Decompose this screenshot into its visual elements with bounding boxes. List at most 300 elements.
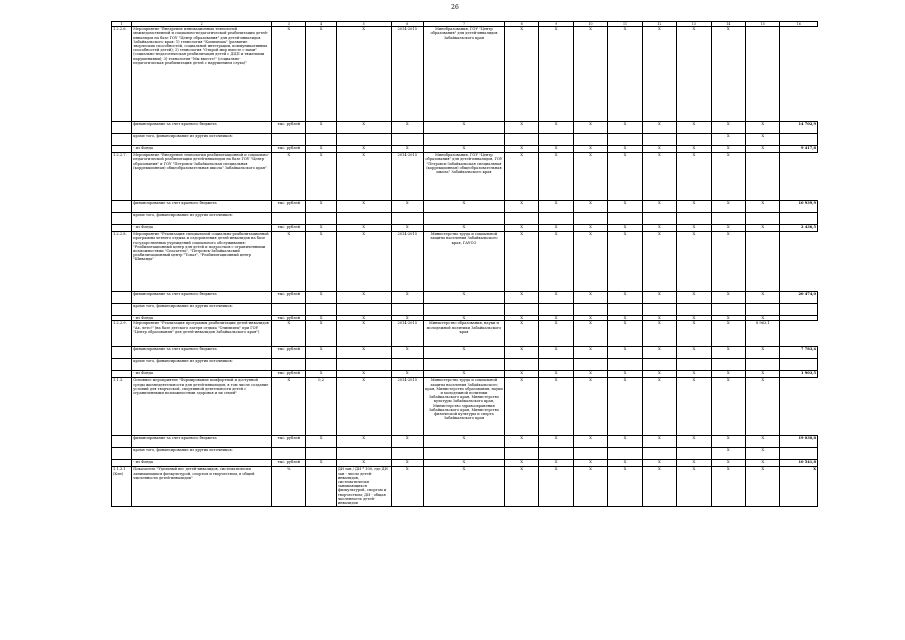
- table-cell: 2014-2015: [391, 378, 423, 436]
- table-cell: Минобразования, ГОУ "Центр образования" для детей-инвалидов, ГОУ "Петровск-Забайкальская специальная (коррекционная) общеобразовательная школа" Забайкальского края: [423, 153, 504, 201]
- table-cell: [112, 292, 132, 304]
- table-cell: Х: [746, 436, 780, 448]
- table-cell: [112, 448, 132, 460]
- table-cell: [642, 213, 676, 225]
- table-cell: Х: [573, 232, 607, 292]
- table-cell: финансирование за счет краевого бюджета: [132, 122, 272, 134]
- table-cell: [608, 304, 642, 316]
- table-cell: [306, 467, 336, 507]
- table-cell: [780, 448, 818, 460]
- table-cell: Х: [711, 378, 745, 436]
- table-cell: Х: [642, 371, 676, 378]
- financing-row: [112, 359, 818, 371]
- table-cell: Х: [504, 378, 538, 436]
- table-cell: Х: [608, 201, 642, 213]
- table-cell: [306, 213, 336, 225]
- table-cell: Х: [336, 146, 391, 153]
- table-cell: Х: [391, 371, 423, 378]
- table-cell: кроме того, финансирование из других источников:: [132, 359, 272, 371]
- table-cell: Х: [711, 146, 745, 153]
- table-cell: Х: [608, 292, 642, 304]
- table-cell: Х: [608, 460, 642, 467]
- table-cell: Х: [423, 460, 504, 467]
- table-cell: [642, 359, 676, 371]
- table-cell: ДИ зан / ДИ * 100, где ДИ зан - число детей-инвалидов, систематически занимающихся физкультурой, спортом и творчеством; ДИ - общая численность детей-инвалидов: [336, 467, 391, 507]
- table-cell: 2014-2015: [391, 153, 423, 201]
- table-cell: Х: [539, 316, 573, 321]
- table-cell: Х: [539, 225, 573, 232]
- table-cell: [504, 359, 538, 371]
- table-cell: Х: [504, 460, 538, 467]
- table-cell: [272, 359, 306, 371]
- table-cell: Х: [306, 321, 336, 347]
- financing-row: [112, 225, 818, 232]
- table-cell: 1.2.2.6.: [112, 27, 132, 122]
- table-cell: кроме того, финансирование из других источников:: [132, 134, 272, 146]
- table-cell: Х: [504, 153, 538, 201]
- table-cell: [391, 304, 423, 316]
- table-cell: Х: [423, 436, 504, 448]
- table-cell: Х: [711, 436, 745, 448]
- table-cell: [112, 201, 132, 213]
- table-cell: Х: [573, 122, 607, 134]
- table-cell: [746, 153, 780, 201]
- table-cell: - из Фонда: [132, 225, 272, 232]
- table-cell: финансирование за счет краевого бюджета: [132, 347, 272, 359]
- table-cell: 1 903,5: [780, 371, 818, 378]
- table-cell: Х: [711, 225, 745, 232]
- table-cell: Х: [336, 153, 391, 201]
- table-cell: [336, 448, 391, 460]
- table-cell: [423, 134, 504, 146]
- table-cell: Х: [711, 27, 745, 122]
- table-cell: [112, 146, 132, 153]
- table-cell: Министерство образования, науки и молодежной политики Забайкальского края: [423, 321, 504, 347]
- table-cell: Х: [539, 201, 573, 213]
- table-cell: Х: [677, 122, 711, 134]
- table-cell: Х: [573, 316, 607, 321]
- table-cell: Х: [336, 378, 391, 436]
- table-cell: - из Фонда: [132, 460, 272, 467]
- table-cell: Х: [504, 225, 538, 232]
- page-number: 26: [451, 4, 459, 11]
- table-cell: Х: [780, 467, 818, 507]
- table-cell: финансирование за счет краевого бюджета: [132, 292, 272, 304]
- table-cell: Х: [573, 27, 607, 122]
- financing-row: [112, 213, 818, 225]
- table-cell: [746, 359, 780, 371]
- table-cell: Х: [711, 292, 745, 304]
- table-cell: [336, 304, 391, 316]
- table-cell: [306, 304, 336, 316]
- financing-row: [112, 304, 818, 316]
- table-cell: Х: [336, 225, 391, 232]
- table-cell: Х: [306, 232, 336, 292]
- table-cell: Министерство труда и социальной защиты населения Забайкальского края, Министерство образования, науки и молодежной политики Забайкальского края, Министерство культуры Забайкальского края, Министерство здравоохранения Забайкальского края, Министерство физической культуры и спорта Забайкальского края: [423, 378, 504, 436]
- table-cell: [336, 134, 391, 146]
- table-cell: [780, 134, 818, 146]
- table-cell: [573, 359, 607, 371]
- column-number: 6: [391, 22, 423, 27]
- table-cell: Х: [391, 460, 423, 467]
- table-cell: тыс. рублей: [272, 225, 306, 232]
- table-cell: [711, 213, 745, 225]
- table-cell: [677, 359, 711, 371]
- table-cell: Х: [746, 448, 780, 460]
- table-cell: Х: [642, 232, 676, 292]
- table-cell: Х: [306, 347, 336, 359]
- table-cell: [677, 448, 711, 460]
- table-cell: [306, 359, 336, 371]
- financing-row: [112, 347, 818, 359]
- column-number: 4: [306, 22, 336, 27]
- table-cell: Х: [272, 27, 306, 122]
- table-cell: кроме того, финансирование из других источников:: [132, 448, 272, 460]
- table-cell: 19 030,8: [780, 436, 818, 448]
- table-cell: Х: [711, 321, 745, 347]
- table-cell: Х: [336, 292, 391, 304]
- table-cell: Х: [306, 460, 336, 467]
- table-cell: [539, 359, 573, 371]
- table-cell: 20 474,0: [780, 292, 818, 304]
- table-cell: Х: [306, 371, 336, 378]
- table-cell: [677, 304, 711, 316]
- table-cell: Х: [423, 146, 504, 153]
- financing-row: [112, 436, 818, 448]
- table-cell: Х: [539, 347, 573, 359]
- measure-row: [112, 378, 818, 436]
- table-cell: Х: [746, 316, 780, 321]
- table-cell: Х: [539, 27, 573, 122]
- table-cell: тыс. рублей: [272, 292, 306, 304]
- table-cell: Х: [677, 436, 711, 448]
- table-cell: 2 436,5: [780, 225, 818, 232]
- table-cell: [780, 316, 818, 321]
- table-cell: Х: [539, 122, 573, 134]
- table-cell: Х: [642, 347, 676, 359]
- table-cell: [423, 448, 504, 460]
- table-cell: [573, 134, 607, 146]
- table-cell: Х: [336, 436, 391, 448]
- table-cell: %: [272, 467, 306, 507]
- table-cell: Х: [608, 232, 642, 292]
- table-cell: Х: [746, 347, 780, 359]
- table-cell: Х: [573, 201, 607, 213]
- column-number: 14: [711, 22, 745, 27]
- table-cell: Х: [391, 146, 423, 153]
- table-cell: Х: [423, 371, 504, 378]
- table-cell: Х: [711, 460, 745, 467]
- table-cell: Х: [573, 153, 607, 201]
- column-number: 16: [780, 22, 818, 27]
- table-cell: Х: [504, 232, 538, 292]
- table-cell: [112, 213, 132, 225]
- table-cell: финансирование за счет краевого бюджета: [132, 201, 272, 213]
- measure-row: [112, 232, 818, 292]
- table-cell: [608, 134, 642, 146]
- table-cell: Х: [608, 371, 642, 378]
- table-cell: 1.1.3.: [112, 378, 132, 436]
- table-cell: [642, 304, 676, 316]
- table-cell: Х: [746, 201, 780, 213]
- table-cell: кроме того, финансирование из других источников:: [132, 213, 272, 225]
- table-cell: [272, 304, 306, 316]
- table-cell: [423, 304, 504, 316]
- table-cell: Х: [677, 232, 711, 292]
- table-cell: Х: [711, 122, 745, 134]
- table-cell: Х: [642, 292, 676, 304]
- table-cell: Х: [306, 436, 336, 448]
- column-number: 10: [573, 22, 607, 27]
- column-number: 11: [608, 22, 642, 27]
- measure-row: [112, 467, 818, 507]
- table-cell: Х: [746, 460, 780, 467]
- table-cell: [112, 122, 132, 134]
- table-cell: Х: [272, 153, 306, 201]
- table-cell: Х: [677, 201, 711, 213]
- table-cell: тыс. рублей: [272, 201, 306, 213]
- table-cell: Х: [272, 232, 306, 292]
- table-cell: Х: [746, 225, 780, 232]
- table-cell: Х: [573, 378, 607, 436]
- table-cell: Х: [642, 146, 676, 153]
- table-cell: кроме того, финансирование из других источников:: [132, 304, 272, 316]
- table-cell: [423, 213, 504, 225]
- table-cell: Х: [423, 201, 504, 213]
- table-cell: Х: [336, 371, 391, 378]
- table-cell: Х: [746, 292, 780, 304]
- table-cell: тыс. рублей: [272, 146, 306, 153]
- table-cell: Х: [423, 122, 504, 134]
- table-cell: Х: [608, 378, 642, 436]
- table-cell: [746, 213, 780, 225]
- table-cell: Х: [573, 467, 607, 507]
- table-cell: [780, 359, 818, 371]
- table-cell: Х: [573, 371, 607, 378]
- table-cell: Х: [746, 134, 780, 146]
- table-cell: Х: [336, 460, 391, 467]
- table-cell: Х: [746, 371, 780, 378]
- table-cell: [539, 304, 573, 316]
- table-cell: Х: [642, 153, 676, 201]
- table-cell: [780, 213, 818, 225]
- table-cell: Х: [504, 146, 538, 153]
- table-cell: 1.1.3.1 (Кэн): [112, 467, 132, 507]
- table-cell: Х: [711, 134, 745, 146]
- table-cell: 2014-2015: [391, 232, 423, 292]
- table-cell: 2014-2015: [391, 27, 423, 122]
- table-cell: Х: [677, 27, 711, 122]
- table-cell: Х: [504, 27, 538, 122]
- column-number: 15: [746, 22, 780, 27]
- table-cell: Х: [504, 321, 538, 347]
- table-cell: Х: [504, 467, 538, 507]
- table-cell: [112, 359, 132, 371]
- table-cell: 0,2: [306, 378, 336, 436]
- table-cell: тыс. рублей: [272, 122, 306, 134]
- table-cell: Х: [711, 153, 745, 201]
- table-cell: [112, 460, 132, 467]
- table-cell: Х: [336, 347, 391, 359]
- table-cell: Х: [539, 436, 573, 448]
- column-number: 7: [423, 22, 504, 27]
- table-cell: Х: [423, 316, 504, 321]
- table-cell: Х: [539, 232, 573, 292]
- table-cell: тыс. рублей: [272, 316, 306, 321]
- table-cell: Х: [642, 201, 676, 213]
- table-cell: [539, 134, 573, 146]
- table-cell: [573, 213, 607, 225]
- financing-row: [112, 460, 818, 467]
- table-cell: Х: [391, 201, 423, 213]
- table-cell: Х: [391, 316, 423, 321]
- table-cell: Х: [677, 371, 711, 378]
- table-cell: Х: [573, 321, 607, 347]
- table-cell: Х: [306, 316, 336, 321]
- table-cell: - из Фонда: [132, 146, 272, 153]
- table-cell: [573, 304, 607, 316]
- column-number: 3: [272, 22, 306, 27]
- table-cell: [391, 359, 423, 371]
- table-cell: Х: [608, 347, 642, 359]
- table-cell: Х: [539, 292, 573, 304]
- financing-row: [112, 134, 818, 146]
- table-cell: Х: [573, 292, 607, 304]
- table-cell: Х: [336, 122, 391, 134]
- table-cell: - из Фонда: [132, 371, 272, 378]
- financing-row: [112, 122, 818, 134]
- table-cell: Х: [539, 153, 573, 201]
- table-cell: Х: [539, 460, 573, 467]
- table-cell: [391, 448, 423, 460]
- table-cell: [272, 134, 306, 146]
- table-cell: [272, 213, 306, 225]
- table-cell: Мероприятие "Внедрение технологии реабилитационной и социально-педагогической реабилитации детей-инвалидов на базе ГОУ "Центр образования" и ГОУ "Петровск-Забайкальская специальная (коррекционная) общеобразовательная школа" Забайкальского края": [132, 153, 272, 201]
- program-table: [111, 21, 818, 507]
- table-cell: Х: [306, 27, 336, 122]
- table-cell: Х: [746, 378, 780, 436]
- table-cell: Х: [746, 146, 780, 153]
- table-cell: Х: [306, 292, 336, 304]
- table-cell: Х: [642, 27, 676, 122]
- table-cell: Х: [608, 467, 642, 507]
- table-cell: [642, 448, 676, 460]
- table-cell: Х: [608, 436, 642, 448]
- table-cell: 7 783,4: [780, 347, 818, 359]
- table-cell: Х: [336, 316, 391, 321]
- table-cell: Х: [573, 146, 607, 153]
- table-cell: Х: [272, 321, 306, 347]
- table-cell: Х: [336, 27, 391, 122]
- table-cell: [539, 213, 573, 225]
- table-cell: [112, 225, 132, 232]
- table-cell: 8 963,1: [746, 321, 780, 347]
- table-cell: Х: [608, 146, 642, 153]
- table-cell: Х: [608, 153, 642, 201]
- table-cell: Х: [539, 378, 573, 436]
- table-cell: Х: [677, 321, 711, 347]
- table-cell: [306, 448, 336, 460]
- table-cell: Х: [504, 371, 538, 378]
- table-cell: Х: [573, 225, 607, 232]
- column-number: 8: [504, 22, 538, 27]
- table-cell: Х: [642, 122, 676, 134]
- table-cell: Х: [306, 122, 336, 134]
- table-cell: [112, 371, 132, 378]
- table-cell: [306, 134, 336, 146]
- table-cell: Х: [336, 321, 391, 347]
- table-cell: тыс. рублей: [272, 371, 306, 378]
- table-cell: [608, 213, 642, 225]
- table-cell: 2014-2015: [391, 321, 423, 347]
- table-cell: Х: [573, 347, 607, 359]
- table-cell: Х: [642, 225, 676, 232]
- measure-row: [112, 153, 818, 201]
- table-cell: [423, 359, 504, 371]
- table-cell: [112, 134, 132, 146]
- table-cell: Х: [642, 321, 676, 347]
- table-cell: [272, 448, 306, 460]
- table-cell: [711, 359, 745, 371]
- table-cell: Х: [539, 321, 573, 347]
- table-cell: Х: [306, 146, 336, 153]
- table-cell: Минобразования, ГОУ "Центр образования" для детей-инвалидов Забайкальского края: [423, 27, 504, 122]
- financing-row: [112, 292, 818, 304]
- table-cell: 10 939,9: [780, 201, 818, 213]
- table-cell: [336, 359, 391, 371]
- table-cell: Показатель "Удельный вес детей-инвалидов, систематически занимающихся физкультурой, спортом и творчеством, в общей численности детей-инвалидов": [132, 467, 272, 507]
- table-cell: [677, 213, 711, 225]
- table-cell: Х: [711, 347, 745, 359]
- table-cell: Х: [746, 467, 780, 507]
- table-cell: Х: [306, 225, 336, 232]
- table-cell: [539, 448, 573, 460]
- table-cell: Х: [746, 122, 780, 134]
- table-cell: 1.2.2.8.: [112, 232, 132, 292]
- table-cell: Х: [711, 232, 745, 292]
- table-cell: Х: [608, 122, 642, 134]
- table-cell: Х: [677, 225, 711, 232]
- table-cell: Х: [711, 448, 745, 460]
- table-cell: Х: [677, 460, 711, 467]
- table-cell: Х: [306, 201, 336, 213]
- table-cell: Х: [306, 153, 336, 201]
- table-cell: Х: [423, 347, 504, 359]
- table-cell: Х: [677, 316, 711, 321]
- table-cell: [746, 304, 780, 316]
- table-cell: Х: [642, 436, 676, 448]
- table-cell: Х: [391, 347, 423, 359]
- table-cell: [391, 213, 423, 225]
- table-cell: [642, 134, 676, 146]
- column-number: 13: [677, 22, 711, 27]
- table-cell: [573, 448, 607, 460]
- table-cell: Х: [336, 232, 391, 292]
- table-cell: Министерство труда и социальной защиты населения Забайкальского края, ГАУСО: [423, 232, 504, 292]
- table-cell: Х: [391, 225, 423, 232]
- table-cell: Основное мероприятие "Формирование комфортной и доступной среды жизнедеятельности для детей-инвалидов, в том числе создание условий для творческой, спортивной деятельности детей с ограниченными возможностями здоровья и их семей": [132, 378, 272, 436]
- table-cell: Мероприятие "Реализация программы реабилитации детей-инвалидов "Ах, лето!" (на базе детского лагеря отдыха "Олимпиец" при ГОУ "Центр образования" для детей-инвалидов Забайкальского края"): [132, 321, 272, 347]
- table-cell: Х: [608, 27, 642, 122]
- table-cell: Х: [504, 201, 538, 213]
- table-cell: Х: [573, 460, 607, 467]
- table-cell: Х: [504, 122, 538, 134]
- table-cell: [780, 304, 818, 316]
- table-cell: Х: [608, 321, 642, 347]
- table-cell: Х: [423, 467, 504, 507]
- table-cell: [711, 304, 745, 316]
- table-cell: [504, 213, 538, 225]
